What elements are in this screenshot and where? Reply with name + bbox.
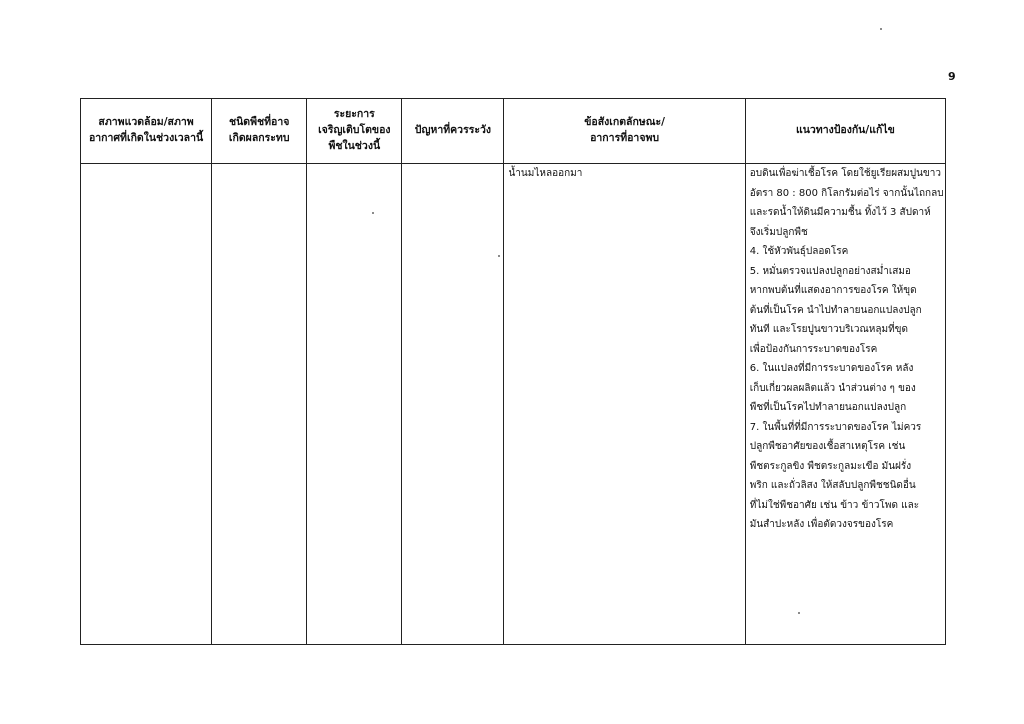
cell-prevention	[745, 164, 945, 645]
header-symptoms	[504, 99, 745, 164]
prevention-line: พริก และถั่วลิสง ให้สลับปลูกพืชชนิดอื่น	[749, 480, 916, 491]
cell-environment	[81, 164, 212, 645]
header-stage	[307, 99, 402, 164]
table-row	[81, 164, 946, 645]
prevention-line: 6. ในแปลงที่มีการระบาดของโรค หลัง	[749, 363, 914, 374]
header-line: พืชในช่วงนี้	[328, 139, 381, 152]
prevention-line: ทันที และโรยปูนขาวบริเวณหลุมที่ขุด	[749, 324, 908, 335]
prevention-line: อัตรา 80 : 800 กิโลกรัมต่อไร่ จากนั้นไถกลบ	[749, 187, 944, 199]
prevention-line: ต้นที่เป็นโรค นำไปทำลายนอกแปลงปลูก	[749, 304, 922, 316]
header-line: เจริญเติบโตของ	[318, 124, 391, 137]
scan-speck	[798, 612, 800, 614]
header-environment	[81, 99, 212, 164]
prevention-line: เพื่อป้องกันการระบาดของโรค	[749, 343, 878, 355]
prevention-line: พืชตระกูลขิง พืชตระกูลมะเขือ มันฝรั่ง	[749, 460, 912, 472]
prevention-line: อบดินเพื่อฆ่าเชื้อโรค โดยใช้ยูเรียผสมปูนขาว	[749, 168, 941, 179]
cell-symptoms	[504, 164, 745, 645]
header-line: แนวทางป้องกัน/แก้ไข	[795, 124, 895, 137]
page-number: 9	[948, 70, 956, 83]
header-prevention	[745, 99, 945, 164]
header-line: อาการที่อาจพบ	[590, 132, 660, 144]
scan-speck	[498, 255, 500, 257]
guidance-table	[80, 98, 946, 645]
header-crop	[212, 99, 307, 164]
prevention-line: จึงเริ่มปลูกพืช	[749, 226, 808, 238]
table-header-row	[81, 99, 946, 164]
prevention-line: 5. หมั่นตรวจแปลงปลูกอย่างสม่ำเสมอ	[749, 265, 911, 277]
header-problem	[402, 99, 504, 164]
cell-problem	[402, 164, 504, 645]
prevention-line: 7. ในพื้นที่ที่มีการระบาดของโรค ไม่ควร	[749, 421, 922, 433]
scan-speck	[372, 212, 374, 214]
scan-speck	[880, 28, 882, 30]
prevention-line: ปลูกพืชอาศัยของเชื้อสาเหตุโรค เช่น	[749, 441, 906, 452]
prevention-line: เก็บเกี่ยวผลผลิตแล้ว นำส่วนต่าง ๆ ของ	[749, 382, 916, 394]
prevention-line: มันสำปะหลัง เพื่อตัดวงจรของโรค	[749, 519, 894, 530]
symptom-line: น้ำนมไหลออกมา	[508, 168, 583, 179]
prevention-line: ที่ไม่ใช่พืชอาศัย เช่น ข้าว ข้าวโพด และ	[749, 499, 920, 511]
cell-crop	[212, 164, 307, 645]
header-line: ข้อสังเกตลักษณะ/	[584, 116, 665, 129]
header-line: สภาพแวดล้อม/สภาพ	[98, 116, 194, 129]
prevention-line: 4. ใช้หัวพันธุ์ปลอดโรค	[749, 246, 849, 257]
prevention-line: และรดน้ำให้ดินมีความชื้น ทิ้งไว้ 3 สัปดาห์	[749, 207, 931, 218]
header-line: อากาศที่เกิดในช่วงเวลานี้	[88, 132, 204, 144]
header-line: ปัญหาที่ควรระวัง	[414, 124, 492, 137]
header-line: เกิดผลกระทบ	[228, 132, 290, 144]
header-line: ระยะการ	[333, 108, 375, 121]
prevention-line: หากพบต้นที่แสดงอาการของโรค ให้ขุด	[749, 285, 917, 296]
cell-stage	[307, 164, 402, 645]
prevention-line: พืชที่เป็นโรคไปทำลายนอกแปลงปลูก	[749, 402, 907, 413]
header-line: ชนิดพืชที่อาจ	[228, 116, 290, 129]
